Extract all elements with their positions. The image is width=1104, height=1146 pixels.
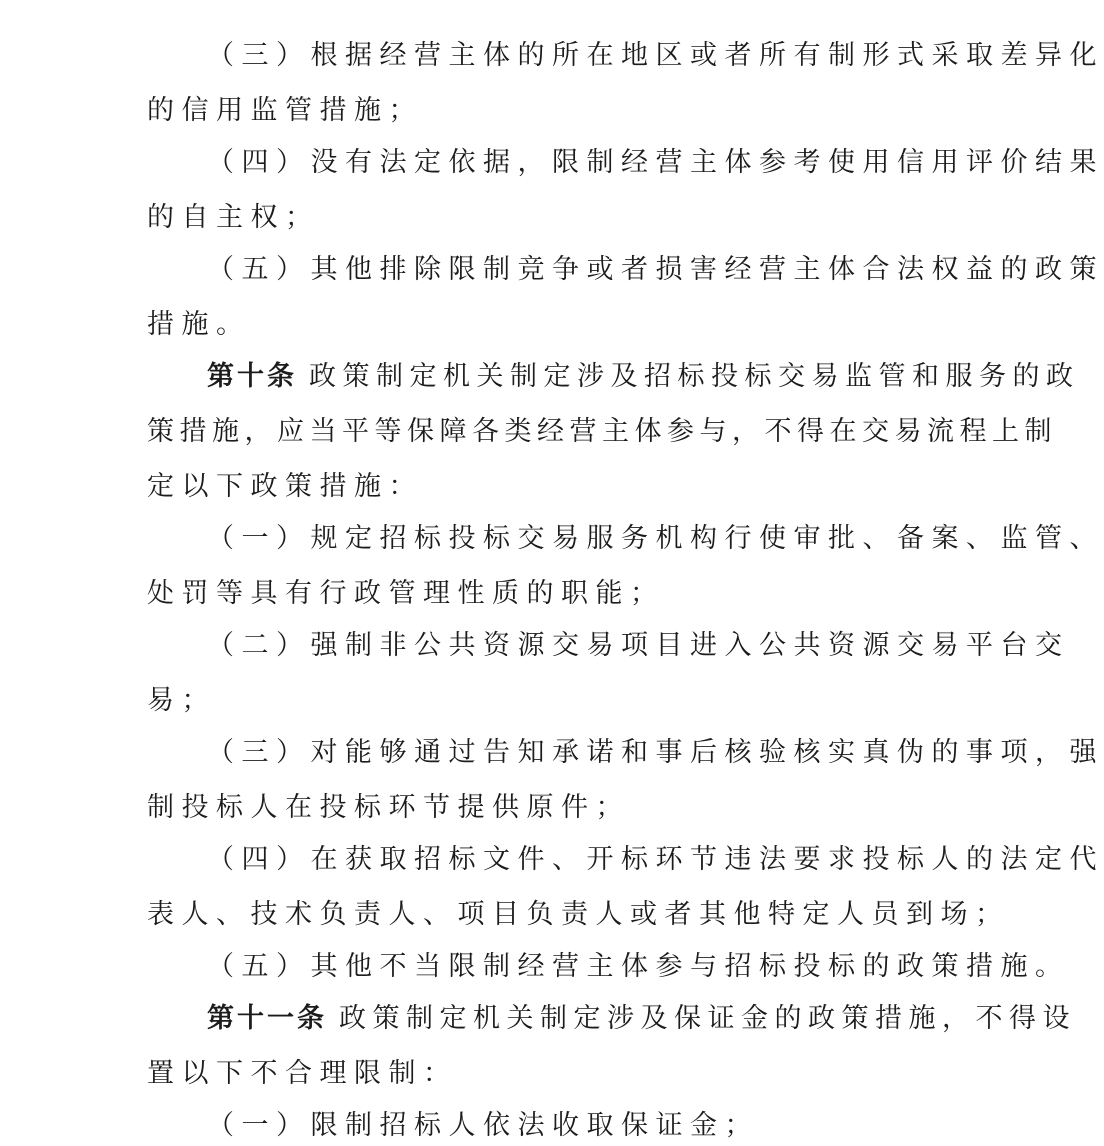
paragraph-line: （一）限制招标人依法收取保证金； [207, 1110, 759, 1141]
article-10-heading: 第十条 [207, 361, 297, 392]
paragraph-line: 处罚等具有行政管理性质的职能； [147, 578, 665, 609]
article-11-heading: 第十一条 [207, 1003, 327, 1034]
paragraph-line: （二）强制非公共资源交易项目进入公共资源交易平台交 [207, 630, 1070, 661]
article-11-line [207, 999, 1076, 1039]
article-10-line [207, 357, 1080, 397]
paragraph-text: 政策制定机关制定涉及保证金的政策措施，不得设 [339, 1003, 1076, 1034]
paragraph-line: 表人、技术负责人、项目负责人或者其他特定人员到场； [147, 899, 1010, 930]
paragraph-line: （五）其他不当限制经营主体参与招标投标的政策措施。 [207, 951, 1070, 982]
paragraph-line: （三）根据经营主体的所在地区或者所有制形式采取差异化 [207, 40, 1104, 71]
paragraph-line: 制投标人在投标环节提供原件； [147, 792, 630, 823]
paragraph-line: 策措施，应当平等保障各类经营主体参与，不得在交易流程上制 [147, 416, 1057, 447]
paragraph-line: （四）在获取招标文件、开标环节违法要求投标人的法定代 [207, 844, 1104, 875]
paragraph-line: 的自主权； [147, 202, 320, 233]
paragraph-line: （一）规定招标投标交易服务机构行使审批、备案、监管、 [207, 523, 1104, 554]
paragraph-line: （三）对能够通过告知承诺和事后核验核实真伪的事项，强 [207, 737, 1104, 768]
paragraph-line: 的信用监管措施； [147, 95, 423, 126]
paragraph-text: 政策制定机关制定涉及招标投标交易监管和服务的政 [309, 361, 1080, 392]
paragraph-line: （四）没有法定依据，限制经营主体参考使用信用评价结果 [207, 147, 1104, 178]
paragraph-line: 定以下政策措施： [147, 471, 423, 502]
paragraph-line: 易； [147, 685, 216, 716]
paragraph-line: 措施。 [147, 309, 251, 340]
paragraph-line: 置以下不合理限制： [147, 1058, 458, 1089]
paragraph-line: （五）其他排除限制竞争或者损害经营主体合法权益的政策 [207, 254, 1104, 285]
